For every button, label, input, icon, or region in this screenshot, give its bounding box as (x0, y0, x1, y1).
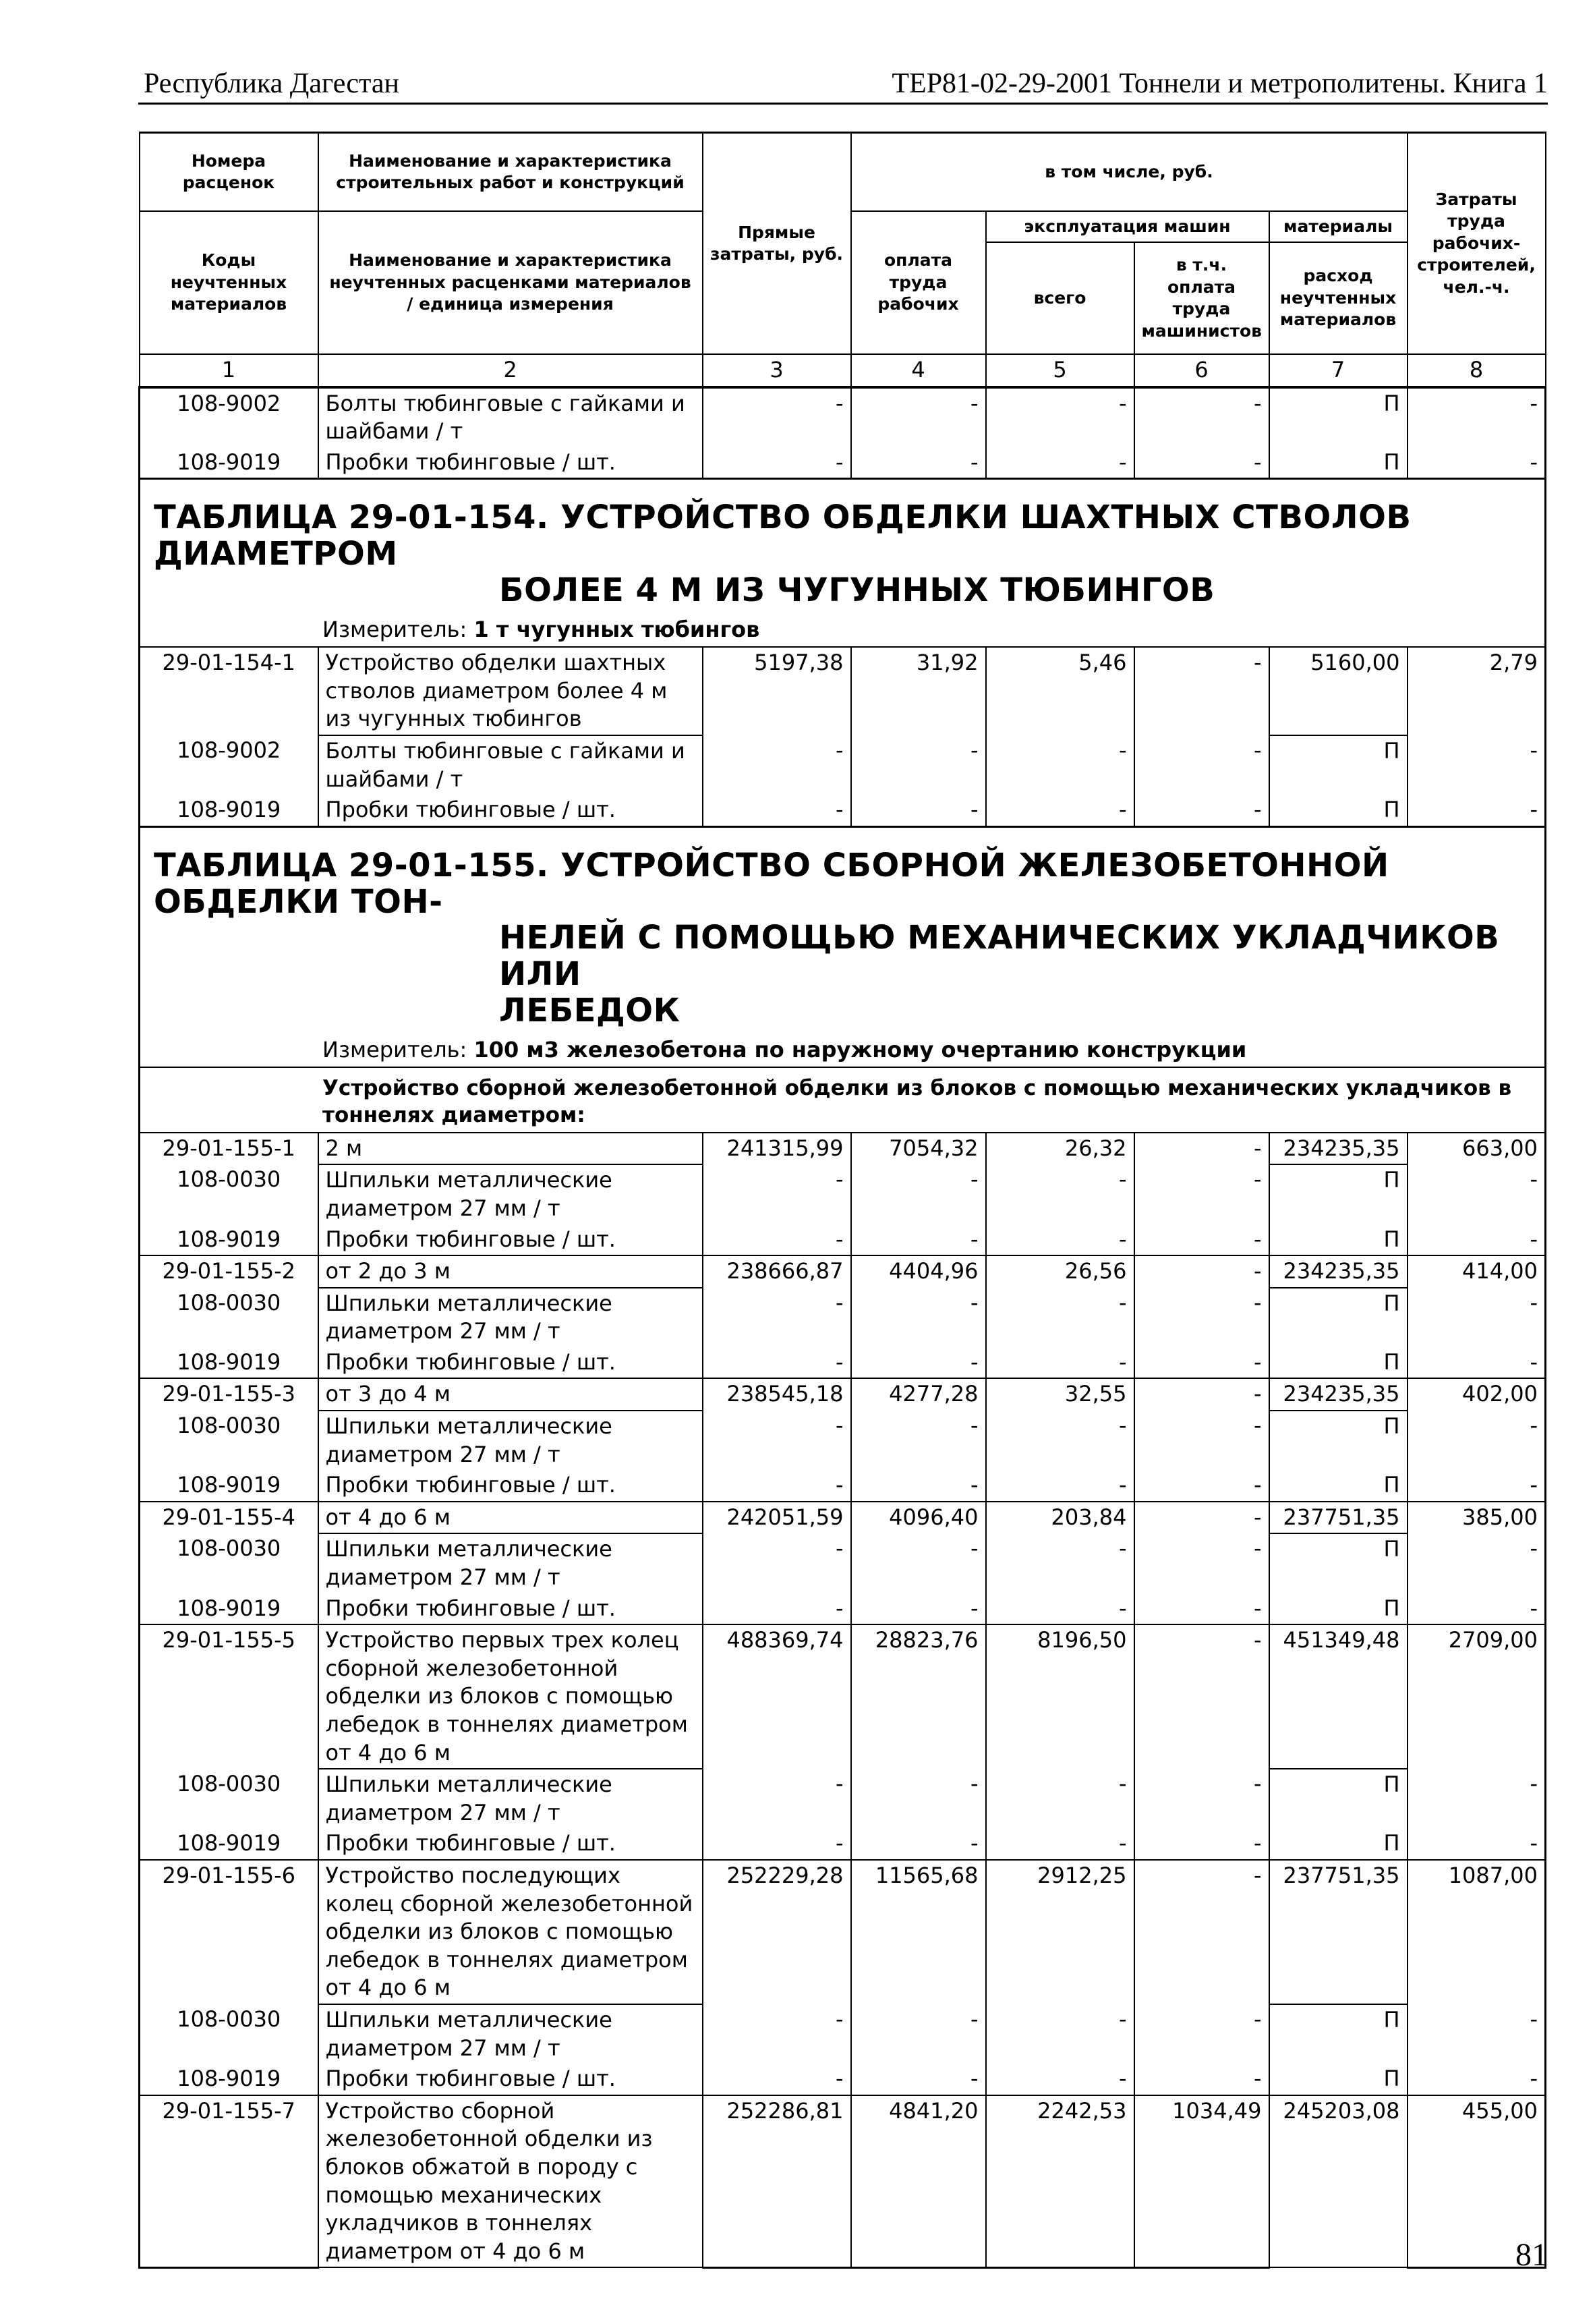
value-c6: - (1134, 2064, 1269, 2095)
value-c6: - (1134, 2004, 1269, 2064)
table-154-rows (140, 647, 1546, 826)
value-c6: - (1134, 735, 1269, 795)
value-c5: 8196,50 (986, 1624, 1134, 1769)
rate-code: 29-01-155-6 (140, 1860, 318, 2004)
value-c6: - (1134, 1828, 1269, 1860)
value-c4: - (851, 2004, 986, 2064)
value-c4: 7054,32 (851, 1133, 986, 1165)
table-row (140, 1164, 1546, 1224)
table-155-title (154, 848, 1531, 1029)
rates-table (138, 132, 1546, 2269)
value-c6: - (1134, 1378, 1269, 1411)
value-c4: - (851, 1533, 986, 1593)
rate-code: 29-01-154-1 (140, 647, 318, 735)
rate-code: 29-01-155-4 (140, 1502, 318, 1534)
table-row (140, 1624, 1546, 1769)
table-row (140, 1860, 1546, 2004)
value-c8: - (1408, 1288, 1546, 1347)
rate-name: Шпильки металлические диаметром 27 мм / т (318, 1533, 703, 1593)
materials-header: материалы (1269, 211, 1408, 242)
value-c6: - (1134, 447, 1269, 479)
rate-code: 108-9002 (140, 387, 318, 447)
value-c5: - (986, 447, 1134, 479)
table-154-title-line2: БОЛЕЕ 4 М ИЗ ЧУГУННЫХ ТЮБИНГОВ (499, 571, 1215, 609)
value-c7: П (1269, 1470, 1408, 1502)
value-c7: П (1269, 1533, 1408, 1593)
rate-name: Пробки тюбинговые / шт. (318, 795, 703, 826)
value-c8: 455,00 (1408, 2095, 1546, 2268)
rate-name: Устройство первых трех колец сборной железобетонной обделки из блоков с помощью лебедок в тоннелях диаметром от 4 до 6 м (318, 1624, 703, 1769)
value-c8: - (1408, 2004, 1546, 2064)
table-row (140, 1133, 1546, 1165)
value-c4: 28823,76 (851, 1624, 986, 1769)
value-c8: - (1408, 2064, 1546, 2095)
table-row (140, 447, 1546, 479)
col1-top-header: Номера расценок (140, 133, 318, 212)
rate-code: 108-9019 (140, 1593, 318, 1625)
table-row (140, 2095, 1546, 2268)
value-c6: - (1134, 1133, 1269, 1165)
rate-name: Пробки тюбинговые / шт. (318, 1224, 703, 1256)
table-154-title (154, 500, 1531, 608)
rate-code: 108-0030 (140, 2004, 318, 2064)
value-c3: - (703, 1164, 851, 1224)
table-row (140, 2064, 1546, 2095)
rate-code: 108-0030 (140, 1769, 318, 1828)
table-row (140, 1769, 1546, 1828)
rate-code: 29-01-155-2 (140, 1255, 318, 1288)
rate-name: Шпильки металлические диаметром 27 мм / т (318, 1164, 703, 1224)
value-c3: 238666,87 (703, 1255, 851, 1288)
rate-code: 108-9019 (140, 1828, 318, 1860)
value-c7: 245203,08 (1269, 2095, 1408, 2268)
value-c4: - (851, 1411, 986, 1470)
value-c6: - (1134, 1164, 1269, 1224)
value-c5: - (986, 1828, 1134, 1860)
rate-code: 108-9019 (140, 2064, 318, 2095)
rate-name: Пробки тюбинговые / шт. (318, 1347, 703, 1379)
rate-code: 108-0030 (140, 1164, 318, 1224)
table-row (140, 1828, 1546, 1860)
value-c5: - (986, 2004, 1134, 2064)
value-c3: - (703, 1470, 851, 1502)
table-row (140, 387, 1546, 447)
value-c7: П (1269, 447, 1408, 479)
table-155-title-line2: НЕЛЕЙ С ПОМОЩЬЮ МЕХАНИЧЕСКИХ УКЛАДЧИКОВ ИЛИ (499, 919, 1500, 994)
table-155-group-row (140, 1067, 1546, 1133)
column-number: 6 (1134, 354, 1269, 387)
rate-name: от 4 до 6 м (318, 1502, 703, 1534)
rate-code: 108-9019 (140, 1347, 318, 1379)
rate-code: 29-01-155-5 (140, 1624, 318, 1769)
value-c7: 237751,35 (1269, 1860, 1408, 2004)
column-number: 2 (318, 354, 703, 387)
value-c7: П (1269, 2004, 1408, 2064)
value-c3: 241315,99 (703, 1133, 851, 1165)
rate-name: Болты тюбинговые с гайками и шайбами / т (318, 735, 703, 795)
value-c7: 5160,00 (1269, 647, 1408, 735)
table-row (140, 735, 1546, 795)
value-c4: - (851, 795, 986, 826)
value-c5: 2242,53 (986, 2095, 1134, 2268)
value-c5: - (986, 1411, 1134, 1470)
value-c4: 4096,40 (851, 1502, 986, 1534)
value-c4: - (851, 1347, 986, 1379)
value-c3: 5197,38 (703, 647, 851, 735)
value-c6: - (1134, 1860, 1269, 2004)
col4-header: оплата труда рабочих (851, 211, 986, 354)
value-c6: - (1134, 387, 1269, 447)
table-row (140, 1347, 1546, 1379)
value-c8: 663,00 (1408, 1133, 1546, 1165)
value-c4: 4277,28 (851, 1378, 986, 1411)
rate-code: 29-01-155-1 (140, 1133, 318, 1165)
value-c8: - (1408, 1470, 1546, 1502)
value-c8: - (1408, 1828, 1546, 1860)
value-c5: 26,56 (986, 1255, 1134, 1288)
value-c8: - (1408, 1593, 1546, 1625)
value-c6: - (1134, 1224, 1269, 1256)
table-155-title-line1: ТАБЛИЦА 29-01-155. УСТРОЙСТВО СБОРНОЙ ЖЕЛЕЗОБЕТОННОЙ ОБДЕЛКИ ТОН- (154, 846, 1389, 921)
value-c6: - (1134, 1769, 1269, 1828)
col8-header: Затраты труда рабочих-строителей, чел.-ч. (1408, 133, 1546, 355)
value-c4: 4404,96 (851, 1255, 986, 1288)
rate-code: 108-9019 (140, 795, 318, 826)
measure-value: 1 т чугунных тюбингов (473, 616, 760, 642)
value-c5: 5,46 (986, 647, 1134, 735)
value-c5: - (986, 1769, 1134, 1828)
table-row (140, 1502, 1546, 1534)
value-c5: - (986, 795, 1134, 826)
table-row (140, 2004, 1546, 2064)
value-c7: П (1269, 1828, 1408, 1860)
value-c8: 402,00 (1408, 1378, 1546, 1411)
rate-name: Устройство сборной железобетонной обделки из блоков обжатой в породу с помощью механических укладчиков в тоннелях диаметром от 4 до 6 м (318, 2095, 703, 2268)
table-154-title-line1: ТАБЛИЦА 29-01-154. УСТРОЙСТВО ОБДЕЛКИ ШАХТНЫХ СТВОЛОВ ДИАМЕТРОМ (154, 499, 1412, 573)
value-c5: - (986, 1164, 1134, 1224)
value-c3: 252286,81 (703, 2095, 851, 2268)
measure-label: Измеритель: (322, 616, 467, 642)
page-number: 81 (1515, 2237, 1548, 2273)
table-row (140, 1470, 1546, 1502)
header-rule (138, 103, 1548, 105)
column-number: 8 (1408, 354, 1546, 387)
value-c3: - (703, 1411, 851, 1470)
value-c7: 451349,48 (1269, 1624, 1408, 1769)
header-left: Республика Дагестан (144, 68, 400, 99)
rate-code: 108-9019 (140, 447, 318, 479)
value-c6: - (1134, 1288, 1269, 1347)
table-row (140, 1378, 1546, 1411)
col2-bottom-header: Наименование и характеристика неучтенных расценками материалов / единица измерения (318, 211, 703, 354)
value-c8: - (1408, 447, 1546, 479)
value-c4: 11565,68 (851, 1860, 986, 2004)
value-c8: - (1408, 1164, 1546, 1224)
rate-code: 108-9019 (140, 1224, 318, 1256)
table-154-title-row (140, 479, 1546, 613)
rate-code: 108-9002 (140, 735, 318, 795)
value-c7: П (1269, 2064, 1408, 2095)
value-c3: 488369,74 (703, 1624, 851, 1769)
value-c5: - (986, 1593, 1134, 1625)
value-c5: 26,32 (986, 1133, 1134, 1165)
value-c7: П (1269, 1288, 1408, 1347)
rate-code: 29-01-155-3 (140, 1378, 318, 1411)
table-row (140, 795, 1546, 826)
value-c6: 1034,49 (1134, 2095, 1269, 2268)
value-c8: - (1408, 1347, 1546, 1379)
value-c8: - (1408, 1224, 1546, 1256)
value-c5: - (986, 387, 1134, 447)
rate-name: от 2 до 3 м (318, 1255, 703, 1288)
value-c7: П (1269, 795, 1408, 826)
value-c3: - (703, 1224, 851, 1256)
value-c4: - (851, 1470, 986, 1502)
value-c5: - (986, 1224, 1134, 1256)
value-c5: 32,55 (986, 1378, 1134, 1411)
value-c4: - (851, 1593, 986, 1625)
rate-name: Шпильки металлические диаметром 27 мм / т (318, 1769, 703, 1828)
value-c7: П (1269, 1411, 1408, 1470)
rate-name: Шпильки металлические диаметром 27 мм / т (318, 1411, 703, 1470)
value-c8: - (1408, 387, 1546, 447)
value-c8: - (1408, 735, 1546, 795)
group-title: Устройство сборной железобетонной обделки из блоков с помощью механических укладчиков в тоннелях диаметром: (140, 1067, 1546, 1133)
table-header (140, 133, 1546, 355)
rate-name: Пробки тюбинговые / шт. (318, 447, 703, 479)
rate-code: 108-0030 (140, 1411, 318, 1470)
header-right: ТЕР81-02-29-2001 Тоннели и метрополитены. Книга 1 (892, 68, 1548, 99)
value-c4: 31,92 (851, 647, 986, 735)
rate-code: 108-9019 (140, 1470, 318, 1502)
column-number: 7 (1269, 354, 1408, 387)
continued-rows (140, 387, 1546, 479)
value-c7: П (1269, 1347, 1408, 1379)
col6-header: в т.ч. оплата труда машинистов (1134, 242, 1269, 354)
value-c3: 252229,28 (703, 1860, 851, 2004)
measure-value: 100 м3 железобетона по наружному очертанию конструкции (473, 1036, 1247, 1062)
value-c8: - (1408, 795, 1546, 826)
value-c8: 2709,00 (1408, 1624, 1546, 1769)
rate-name: от 3 до 4 м (318, 1378, 703, 1411)
rate-name: Устройство последующих колец сборной железобетонной обделки из блоков с помощью лебедок в тоннелях диаметром от 4 до 6 м (318, 1860, 703, 2004)
value-c8: 1087,00 (1408, 1860, 1546, 2004)
value-c7: П (1269, 1224, 1408, 1256)
table-row (140, 1255, 1546, 1288)
value-c4: - (851, 387, 986, 447)
value-c4: - (851, 1288, 986, 1347)
value-c4: - (851, 447, 986, 479)
measure-label: Измеритель: (322, 1036, 467, 1062)
value-c3: 242051,59 (703, 1502, 851, 1534)
rate-name: Пробки тюбинговые / шт. (318, 1828, 703, 1860)
table-row (140, 1411, 1546, 1470)
value-c3: - (703, 735, 851, 795)
table-row (140, 1593, 1546, 1625)
rate-name: Пробки тюбинговые / шт. (318, 2064, 703, 2095)
table-155-title-line3: ЛЕБЕДОК (499, 991, 680, 1029)
value-c7: П (1269, 1593, 1408, 1625)
value-c8: 2,79 (1408, 647, 1546, 735)
value-c3: - (703, 1347, 851, 1379)
rate-name: Устройство обделки шахтных стволов диаметром более 4 м из чугунных тюбингов (318, 647, 703, 735)
value-c8: 414,00 (1408, 1255, 1546, 1288)
value-c4: - (851, 1769, 986, 1828)
value-c6: - (1134, 795, 1269, 826)
rate-name: Пробки тюбинговые / шт. (318, 1470, 703, 1502)
value-c5: - (986, 1347, 1134, 1379)
value-c3: - (703, 447, 851, 479)
value-c6: - (1134, 1411, 1269, 1470)
value-c6: - (1134, 647, 1269, 735)
value-c7: П (1269, 1769, 1408, 1828)
value-c6: - (1134, 1502, 1269, 1534)
column-number: 3 (703, 354, 851, 387)
rate-code: 29-01-155-7 (140, 2095, 318, 2268)
rate-name: Шпильки металлические диаметром 27 мм / т (318, 1288, 703, 1347)
value-c6: - (1134, 1624, 1269, 1769)
group-header: в том числе, руб. (851, 133, 1408, 212)
rate-name: Болты тюбинговые с гайками и шайбами / т (318, 387, 703, 447)
table-row (140, 647, 1546, 735)
value-c7: 234235,35 (1269, 1255, 1408, 1288)
rate-name: Пробки тюбинговые / шт. (318, 1593, 703, 1625)
value-c8: 385,00 (1408, 1502, 1546, 1534)
value-c5: 203,84 (986, 1502, 1134, 1534)
value-c4: - (851, 735, 986, 795)
value-c7: П (1269, 387, 1408, 447)
value-c6: - (1134, 1533, 1269, 1593)
table-155-title-row (140, 826, 1546, 1033)
value-c5: - (986, 2064, 1134, 2095)
value-c6: - (1134, 1255, 1269, 1288)
value-c5: 2912,25 (986, 1860, 1134, 2004)
column-number: 1 (140, 354, 318, 387)
value-c5: - (986, 1533, 1134, 1593)
machines-header: эксплуатация машин (986, 211, 1269, 242)
col3-header: Прямые затраты, руб. (703, 133, 851, 355)
table-row (140, 1224, 1546, 1256)
value-c4: 4841,20 (851, 2095, 986, 2268)
value-c7: 234235,35 (1269, 1378, 1408, 1411)
table-155-rows (140, 1133, 1546, 2268)
value-c3: - (703, 1533, 851, 1593)
column-numbers-row (140, 354, 1546, 387)
value-c3: - (703, 2064, 851, 2095)
value-c4: - (851, 2064, 986, 2095)
column-number: 5 (986, 354, 1134, 387)
value-c5: - (986, 735, 1134, 795)
value-c3: - (703, 1769, 851, 1828)
value-c7: 234235,35 (1269, 1133, 1408, 1165)
rate-code: 108-0030 (140, 1288, 318, 1347)
value-c5: - (986, 1470, 1134, 1502)
value-c7: П (1269, 1164, 1408, 1224)
col2-top-header: Наименование и характеристика строительных работ и конструкций (318, 133, 703, 212)
value-c3: 238545,18 (703, 1378, 851, 1411)
rate-name: 2 м (318, 1133, 703, 1165)
value-c3: - (703, 2004, 851, 2064)
value-c4: - (851, 1828, 986, 1860)
value-c7: П (1269, 735, 1408, 795)
table-row (140, 1533, 1546, 1593)
value-c3: - (703, 1288, 851, 1347)
value-c6: - (1134, 1593, 1269, 1625)
table-row (140, 1288, 1546, 1347)
value-c8: - (1408, 1411, 1546, 1470)
column-number: 4 (851, 354, 986, 387)
value-c7: 237751,35 (1269, 1502, 1408, 1534)
value-c3: - (703, 387, 851, 447)
col5-header: всего (986, 242, 1134, 354)
value-c8: - (1408, 1769, 1546, 1828)
value-c6: - (1134, 1470, 1269, 1502)
col7-header: расход неучтенных материалов (1269, 242, 1408, 354)
value-c3: - (703, 795, 851, 826)
value-c3: - (703, 1828, 851, 1860)
rate-name: Шпильки металлические диаметром 27 мм / т (318, 2004, 703, 2064)
col1-bottom-header: Коды неучтенных материалов (140, 211, 318, 354)
value-c4: - (851, 1224, 986, 1256)
value-c5: - (986, 1288, 1134, 1347)
value-c4: - (851, 1164, 986, 1224)
table-155-measure-row (140, 1033, 1546, 1068)
table-154-measure-row (140, 613, 1546, 648)
value-c8: - (1408, 1533, 1546, 1593)
value-c3: - (703, 1593, 851, 1625)
rate-code: 108-0030 (140, 1533, 318, 1593)
value-c6: - (1134, 1347, 1269, 1379)
